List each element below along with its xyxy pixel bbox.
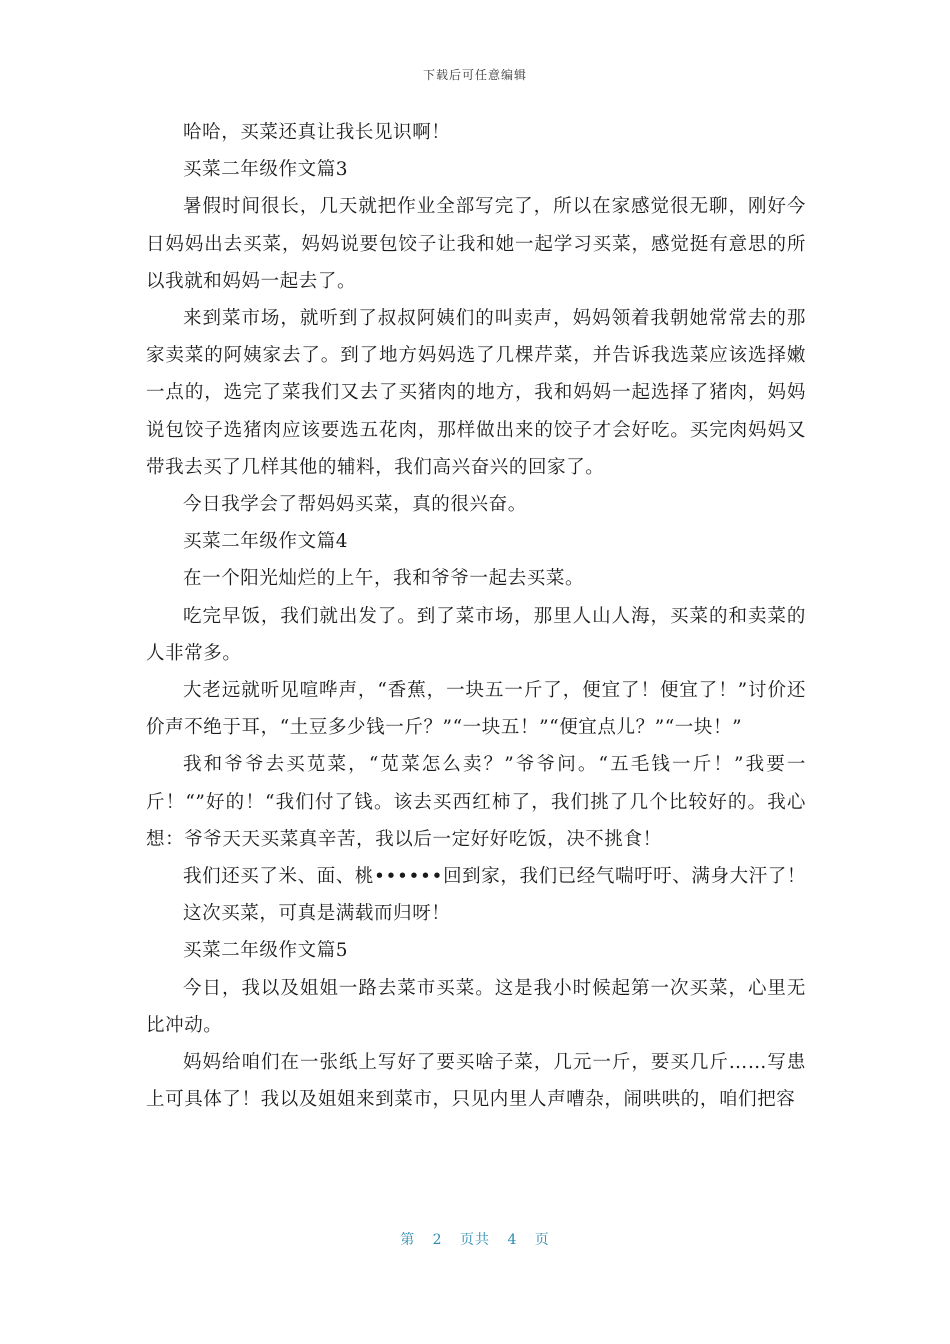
paragraph: 今日我学会了帮妈妈买菜，真的很兴奋。 [183, 494, 527, 516]
page-header: 下载后可任意编辑 [422, 68, 527, 82]
page-footer: 第 2 页共 4 页 [400, 1232, 550, 1248]
paragraph: 大老远就听见喧哗声，“香蕉，一块五一斤了，便宜了！便宜了！”讨价还价声不绝于耳，“土豆多少钱一斤？”“一块五！”“便宜点儿？”“一块！” [146, 680, 806, 739]
section-title: 买菜二年级作文篇4 [183, 531, 349, 553]
paragraph: 我们还买了米、面、桃••••••回到家，我们已经气喘吁吁、满身大汗了！ [183, 866, 806, 888]
document-body [146, 114, 806, 1118]
paragraph: 暑假时间很长，几天就把作业全部写完了，所以在家感觉很无聊，刚好今日妈妈出去买菜，妈妈说要包饺子让我和她一起学习买菜，感觉挺有意思的所以我就和妈妈一起去了。 [146, 196, 806, 292]
paragraph: 这次买菜，可真是满载而归呀！ [183, 903, 451, 925]
section-title: 买菜二年级作文篇3 [183, 159, 349, 181]
paragraph: 吃完早饭，我们就出发了。到了菜市场，那里人山人海，买菜的和卖菜的人非常多。 [146, 605, 806, 664]
paragraph: 我和爷爷去买苋菜，“苋菜怎么卖？”爷爷问。“五毛钱一斤！”我要一斤！“”好的！“我们付了钱。该去买西红柿了，我们挑了几个比较好的。我心想：爷爷天天买菜真辛苦，我以后一定好好吃饭，决不挑食！ [146, 754, 806, 850]
paragraph: 妈妈给咱们在一张纸上写好了要买啥子菜，几元一斤，要买几斤……写患上可具体了！我以及姐姐来到菜市，只见内里人声嘈杂，闹哄哄的，咱们把容 [146, 1052, 806, 1111]
paragraph: 今日，我以及姐姐一路去菜市买菜。这是我小时候起第一次买菜，心里无比冲动。 [146, 977, 806, 1036]
paragraph: 在一个阳光灿烂的上午，我和爷爷一起去买菜。 [183, 568, 585, 590]
section-title: 买菜二年级作文篇5 [183, 940, 349, 962]
paragraph: 哈哈，买菜还真让我长见识啊！ [183, 122, 451, 143]
paragraph: 来到菜市场，就听到了叔叔阿姨们的叫卖声，妈妈领着我朝她常常去的那家卖菜的阿姨家去了。到了地方妈妈选了几棵芹菜，并告诉我选菜应该选择嫩一点的，选完了菜我们又去了买猪肉的地方，我和妈妈一起选择了猪肉，妈妈说包饺子选猪肉应该要选五花肉，那样做出来的饺子才会好吃。买完肉妈妈又带我去买了几样其他的辅料，我们高兴奋兴的回家了。 [146, 308, 806, 478]
